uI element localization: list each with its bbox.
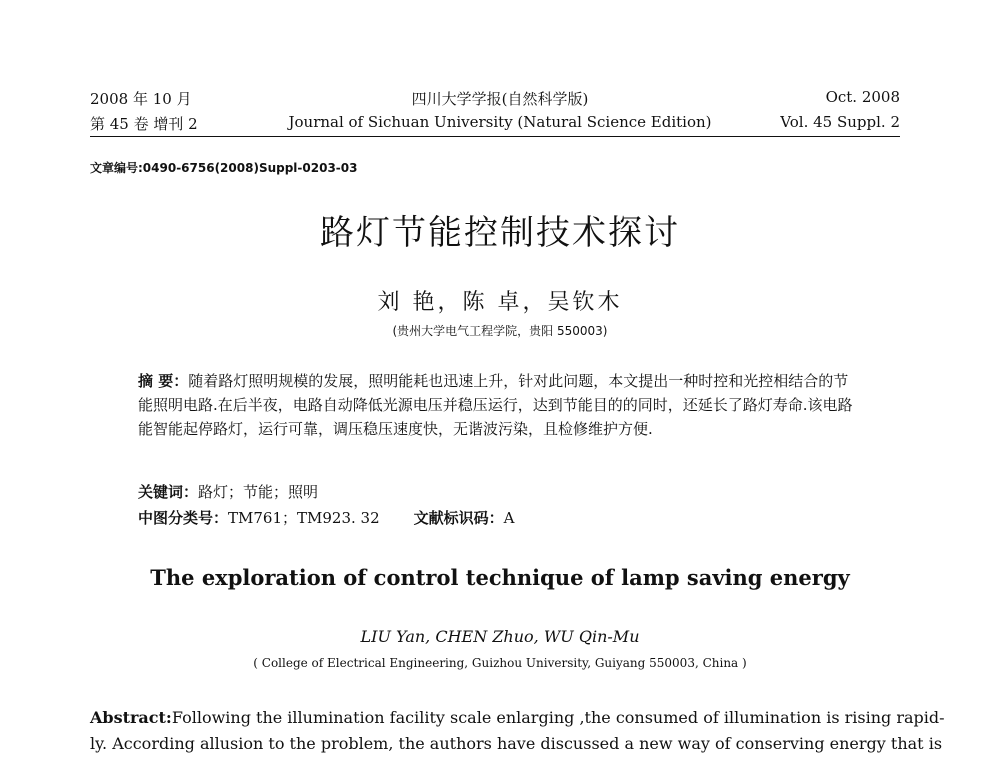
header-volume-en: Vol. 45 Suppl. 2 [780,113,900,131]
header-volume-cn: 第 45 卷 增刊 2 [90,115,198,133]
keywords-cn-text: 路灯；节能；照明 [198,483,319,501]
doc-code-label: 文献标识码： [413,509,504,527]
classification-label: 中图分类号： [138,509,229,527]
abstract-en-text-1: Following the illumination facility scale enlarging ,the consumed of illumination is rising rapid- [171,708,945,727]
header-date-en: Oct. 2008 [825,88,900,106]
title-en: The exploration of control technique of lamp saving energy [150,565,850,590]
classification-value: TM761；TM923. 32 [228,509,380,527]
header-journal-en: Journal of Sichuan University (Natural Science Edition) [288,113,712,131]
keywords-cn [138,481,318,502]
article-number: 文章编号:0490-6756(2008)Suppl-0203-03 [90,161,358,175]
header-journal-cn: 四川大学学报(自然科学版) [411,90,589,108]
header-rule [90,136,900,137]
doc-code-value: A [503,509,515,527]
title-cn: 路灯节能控制技术探讨 [320,213,680,253]
authors-cn: 刘 艳，陈 卓，吴钦木 [377,290,623,315]
classification [138,507,515,528]
header-date-cn: 2008 年 10 月 [90,90,192,108]
abstract-en-label: Abstract: [90,708,172,727]
abstract-cn-text: 随着路灯照明规模的发展，照明能耗也迅速上升，针对此问题，本文提出一种时控和光控相结合的节能照明电路.在后半夜，电路自动降低光源电压并稳压运行，达到节能目的的同时，还延长了路灯寿命.该电路能智能起停路灯，运行可靠，调压稳压速度快，无谐波污染，且检修维护方便. [138,372,853,438]
abstract-cn-label: 摘 要： [138,372,189,390]
keywords-cn-label: 关键词： [138,483,199,501]
affiliation-en: ( College of Electrical Engineering, Guizhou University, Guiyang 550003, China ) [253,656,747,670]
abstract-en-line1 [90,708,945,727]
authors-en: LIU Yan, CHEN Zhuo, WU Qin-Mu [360,627,640,646]
abstract-cn [138,369,858,441]
abstract-en-line2: ly. According allusion to the problem, the authors have discussed a new way of conserving energy that is [90,734,943,753]
affiliation-cn: (贵州大学电气工程学院，贵阳 550003) [392,324,608,338]
